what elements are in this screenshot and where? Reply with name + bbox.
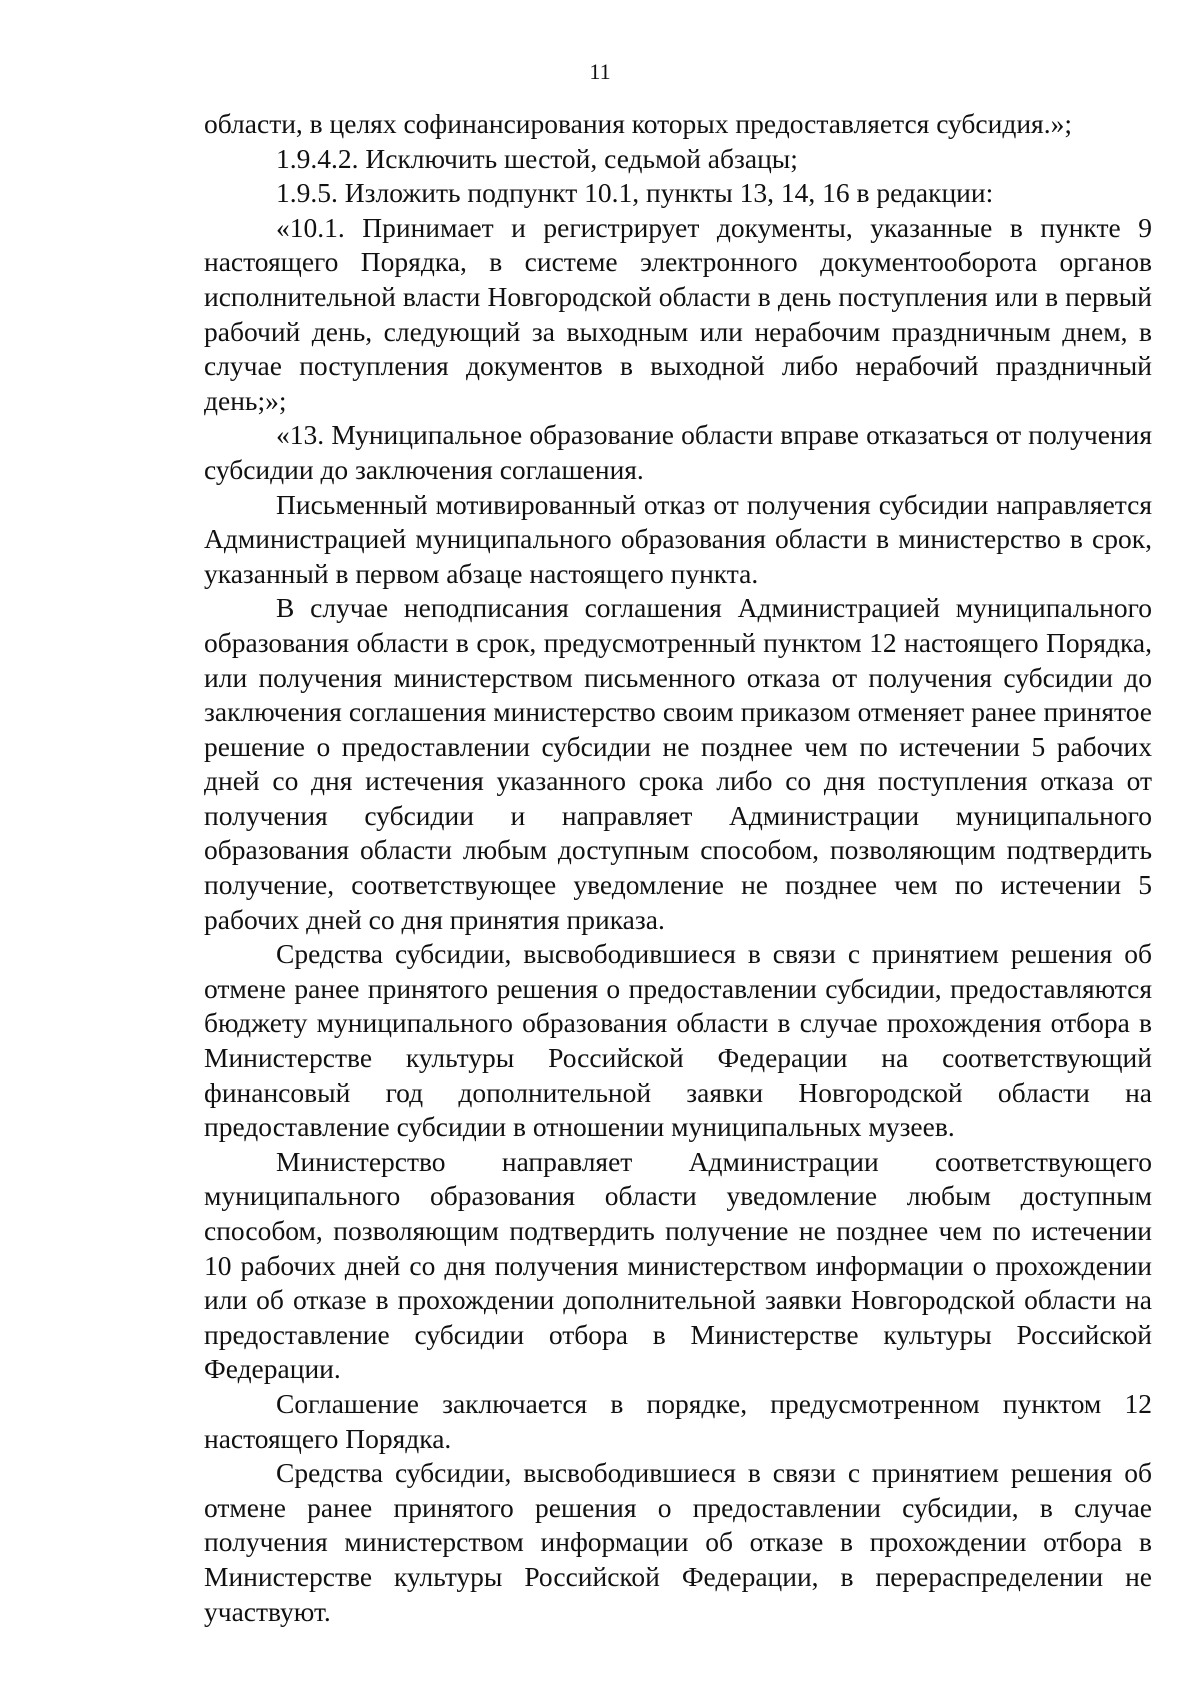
paragraph-point-13: «13. Муниципальное образование области вправе отказаться от получения субсидии до заключения соглашения. — [204, 419, 1152, 485]
paragraph-released-funds: Средства субсидии, высвободившиеся в связи с принятием решения об отмене ранее принятого решения о предоставлении субсидии, предоставляются бюджету муниципального образования области в случае прохождения отбора в Министерстве культуры Российской Федерации на соответствующий финансовый год дополнительной заявки Новгородской области на предоставление субсидии в отношении муниципальных музеев. — [204, 938, 1152, 1143]
paragraph-agreement: Соглашение заключается в порядке, предусмотренном пунктом 12 настоящего Порядка. — [204, 1387, 1152, 1454]
paragraph-continuation: области, в целях софинансирования которых предоставляется субсидия.»; — [204, 108, 1072, 139]
paragraph-item-1-9-4-2: 1.9.4.2. Исключить шестой, седьмой абзацы; — [276, 142, 798, 174]
document-body — [204, 107, 1152, 1629]
paragraph-ministry-notice: Министерство направляет Администрации соответствующего муниципального образования области уведомление любым доступным способом, позволяющим подтвердить получение не позднее чем по истечении 10 рабочих дней со дня получения министерством информации о прохождении или об отказе в прохождении дополнительной заявки Новгородской области на предоставление субсидии отбора в Министерстве культуры Российской Федерации. — [204, 1145, 1152, 1385]
paragraph-no-redistribution: Средства субсидии, высвободившиеся в связи с принятием решения об отмене ранее принятого решения о предоставлении субсидии, в случае получения министерством информации об отказе в прохождении отбора в Министерстве культуры Российской Федерации, в перераспределении не участвуют. — [204, 1457, 1152, 1627]
paragraph-item-1-9-5: 1.9.5. Изложить подпункт 10.1, пункты 13, 14, 16 в редакции: — [276, 177, 994, 209]
paragraph-subpoint-10-1: «10.1. Принимает и регистрирует документы, указанные в пункте 9 настоящего Порядка, в системе электронного документооборота органов исполнительной власти Новгородской области в день поступления или в первый рабочий день, следующий за выходным или нерабочим праздничным днем, в случае поступления документов в выходной либо нерабочий праздничный день;»; — [204, 211, 1152, 416]
paragraph-written-refusal: Письменный мотивированный отказ от получения субсидии направляется Администрацией муниципального образования области в министерство в срок, указанный в первом абзаце настоящего пункта. — [204, 488, 1152, 589]
paragraph-non-signing: В случае неподписания соглашения Администрацией муниципального образования области в срок, предусмотренный пунктом 12 настоящего Порядка, или получения министерством письменного отказа от получения субсидии до заключения соглашения министерство своим приказом отменяет ранее принятое решение о предоставлении субсидии не позднее чем по истечении 5 рабочих дней со дня истечения указанного срока либо со дня поступления отказа от получения субсидии и направляет Администрации муниципального образования области любым доступным способом, позволяющим подтвердить получение, соответствующее уведомление не позднее чем по истечении 5 рабочих дней со дня принятия приказа. — [204, 592, 1152, 935]
page-number: 11 — [589, 59, 611, 84]
